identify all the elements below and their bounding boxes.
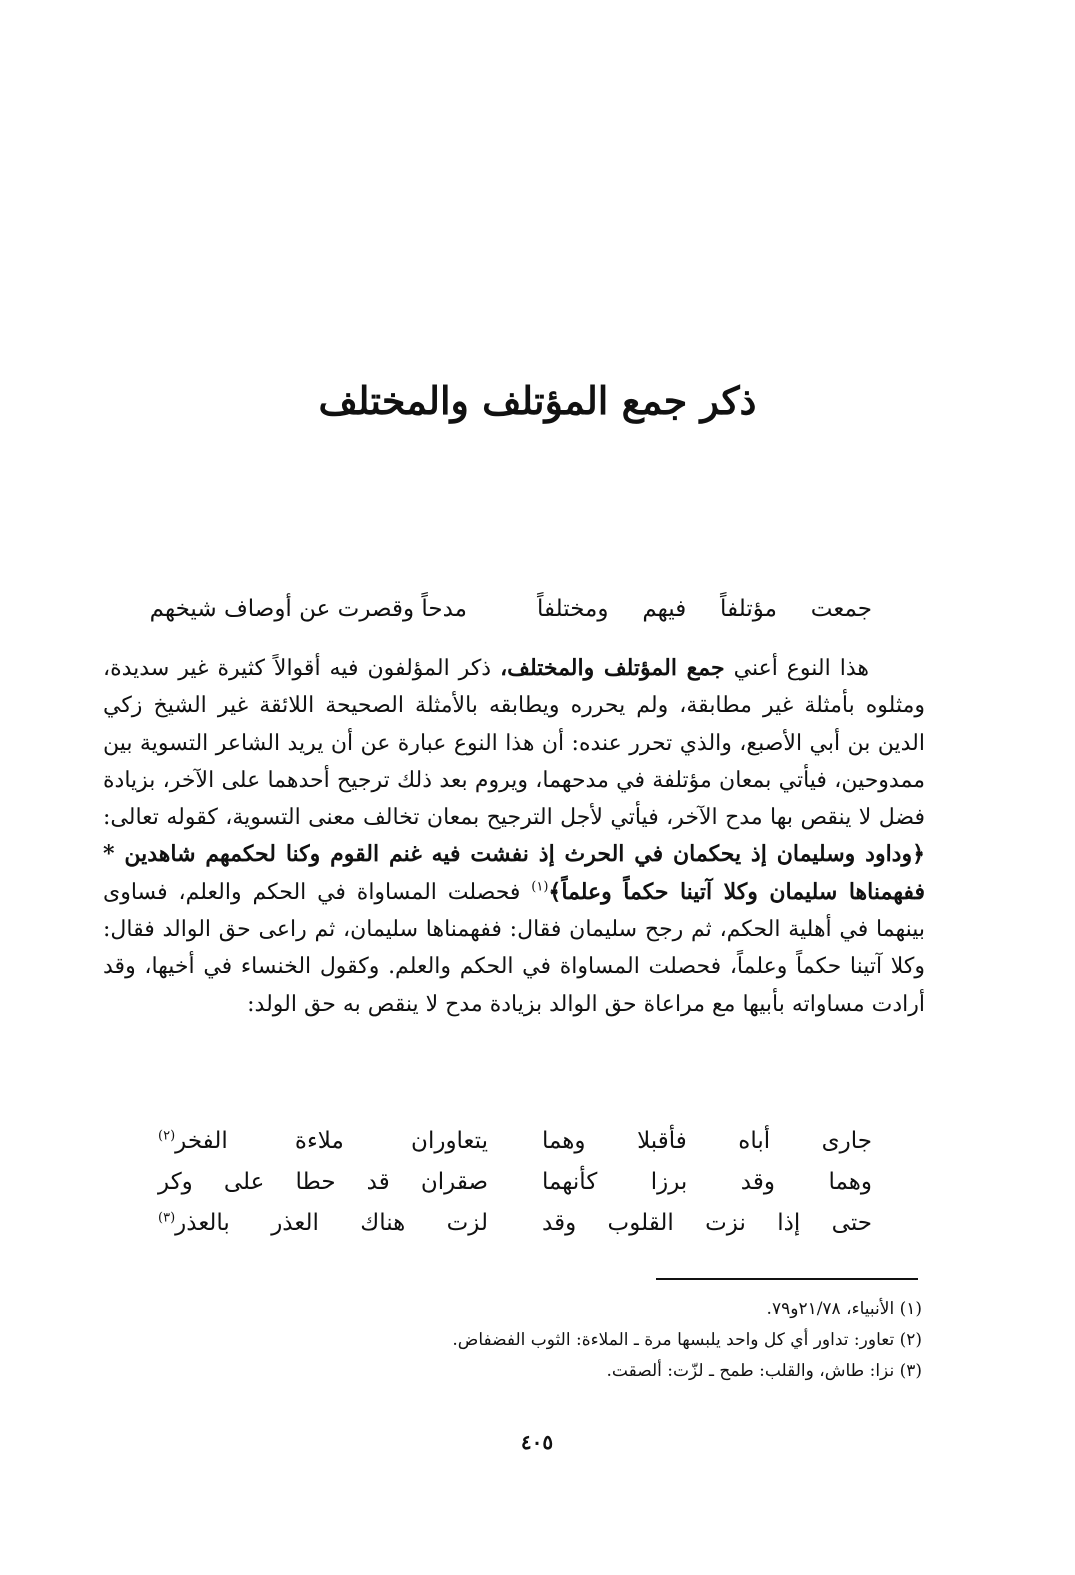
chapter-title: ذكر جمع المؤتلف والمختلف	[318, 378, 757, 423]
footnote-1: (١) الأنبياء، ٢١/٧٨و٧٩.	[766, 1299, 922, 1319]
footnote-2: (٢) تعاور: تداور أي كل واحد يلبسها مرة ـ الملاءة: الثوب الفضفاض.	[452, 1330, 922, 1350]
poem-second-hemistich-text: صقران قد حطا على وكر	[158, 1168, 488, 1195]
poem-second-hemistich-text: يتعاوران ملاءة الفخر	[175, 1127, 488, 1154]
body-lead: هذا النوع أعني	[733, 656, 869, 681]
body-term-bold: جمع المؤتلف والمختلف،	[500, 655, 725, 681]
footnote-ref-3[interactable]: (٣)	[158, 1209, 176, 1225]
footnote-ref-2[interactable]: (٢)	[158, 1127, 176, 1143]
opening-verse-first-hemistich: جمعت مؤتلفاً فيهم ومختلفاً	[537, 596, 872, 622]
opening-verse	[149, 596, 872, 622]
footnote-divider	[656, 1278, 918, 1280]
body-paragraph	[103, 650, 925, 1023]
footnote-3: (٣) نزا: طاش، والقلب: طمح ـ لزّت: ألصقت.	[606, 1361, 922, 1381]
poem-first-hemistich: حتى إذا نزت القلوب وقد	[542, 1209, 872, 1236]
quran-quote: ﴿وداود وسليمان إذ يحكمان في الحرث إذ نفشت فيه غنم القوم وكنا لحكمهم شاهدين * ففهمناها سليمان وكلا آتينا حكماً وعلماً﴾	[103, 841, 925, 905]
footnote-ref-1[interactable]: (١)	[531, 879, 549, 895]
opening-verse-second-hemistich: مدحاً وقصرت عن أوصاف شيخهم	[149, 596, 467, 622]
poem-line	[158, 1202, 872, 1243]
poem-first-hemistich: وهما وقد برزا كأنهما	[542, 1168, 872, 1195]
poem-second-hemistich-text: لزت هناك العذر بالعذر	[175, 1209, 488, 1236]
body-text	[103, 650, 925, 1023]
page-number: ٤٠٥	[520, 1430, 554, 1454]
body-definition: ذكر المؤلفون فيه أقوالاً كثيرة غير سديدة، ومثلوه بأمثلة غير مطابقة، ولم يحرره ويطابقه بالأمثلة الصحيحة اللائقة غير الشيخ زكي الدين بن أبي الأصبع، والذي تحرر عنده: أن هذا النوع عبارة عن أن يريد الشاعر التسوية بين ممدوحين، فيأتي بمعان مؤتلفة في مدحهما، ويروم بعد ذلك ترجيح أحدهما على الآخر، بزيادة فضل لا ينقص بها مدح الآخر، فيأتي لأجل الترجيح بمعان تخالف معنى التسوية، كقوله تعالى:	[103, 656, 926, 831]
footnotes	[300, 1294, 922, 1387]
poem-second-hemistich	[158, 1210, 488, 1236]
poem-line	[158, 1161, 872, 1202]
poem-line	[158, 1120, 872, 1161]
poem-second-hemistich	[158, 1169, 488, 1195]
poem-first-hemistich: جارى أباه فأقبلا وهما	[542, 1127, 872, 1154]
poem-second-hemistich	[158, 1128, 488, 1154]
body-explanation: فحصلت المساواة في الحكم والعلم، فساوى بينهما في أهلية الحكم، ثم رجح سليمان فقال: ففهمناها سليمان، ثم راعى حق الوالد فقال: وكلا آتينا حكماً وعلماً، فحصلت المساواة في الحكم والعلم. وكقول الخنساء في أخيها، وقد أرادت مساواته بأبيها مع مراعاة حق الوالد بزيادة مدح لا ينقص به حق الولد:	[103, 879, 925, 1017]
poem	[158, 1120, 872, 1243]
